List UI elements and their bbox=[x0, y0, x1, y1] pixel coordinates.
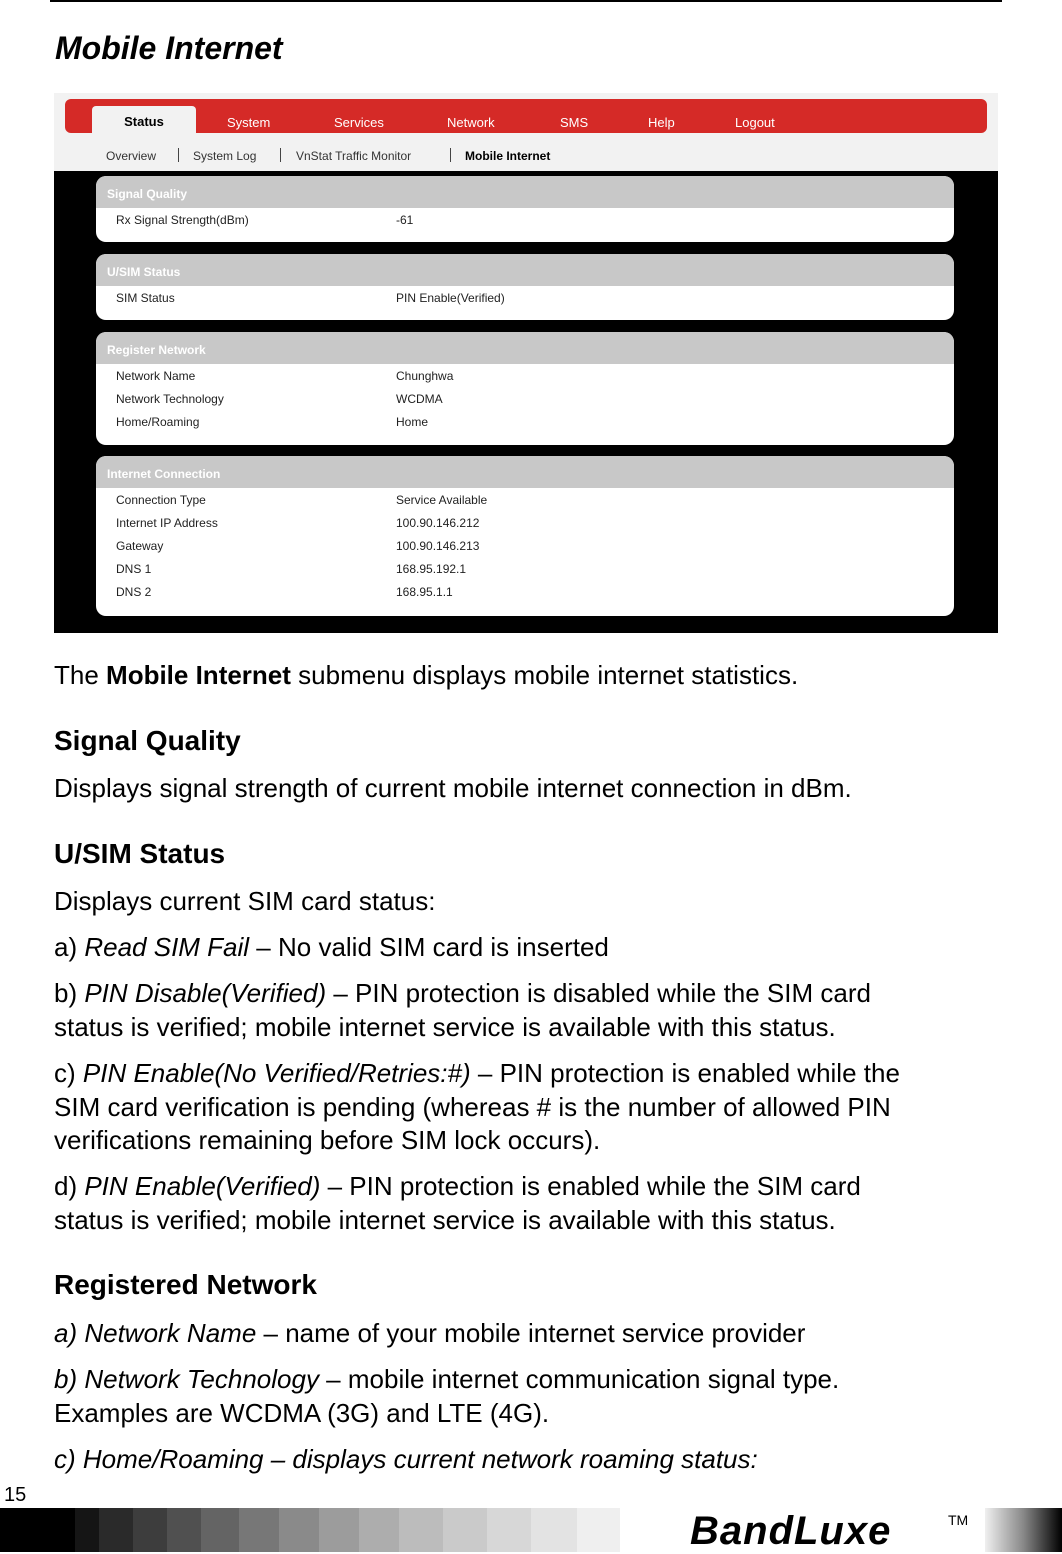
panel-row bbox=[96, 387, 954, 410]
router-ui-screenshot bbox=[54, 93, 998, 633]
page-number: 15 bbox=[4, 1484, 27, 1506]
panel-row bbox=[96, 410, 954, 433]
page-title: Mobile Internet bbox=[55, 30, 283, 66]
row-value: 100.90.146.213 bbox=[396, 539, 480, 553]
panel-title: Register Network bbox=[96, 332, 954, 364]
tab-status[interactable]: Status bbox=[92, 106, 196, 133]
usim-item-b-line2: status is verified; mobile internet service is available with this status. bbox=[54, 1012, 836, 1042]
usim-description: Displays current SIM card status: bbox=[54, 886, 436, 916]
row-label: Network Technology bbox=[116, 392, 224, 406]
top-rule bbox=[50, 0, 1002, 2]
registered-item-b: b) Network Technology – mobile internet communication signal type. bbox=[54, 1364, 840, 1394]
panel-title: Internet Connection bbox=[96, 456, 954, 488]
subtab-system-log[interactable]: System Log bbox=[193, 149, 257, 163]
bandluxe-logo: BandLuxe bbox=[690, 1509, 892, 1553]
usim-item-c-line2: SIM card verification is pending (whereas # is the number of allowed PIN bbox=[54, 1092, 891, 1122]
tab-help[interactable]: Help bbox=[648, 115, 675, 130]
usim-item-d-line2: status is verified; mobile internet service is available with this status. bbox=[54, 1205, 836, 1235]
row-value: PIN Enable(Verified) bbox=[396, 291, 505, 305]
usim-item-a: a) Read SIM Fail – No valid SIM card is inserted bbox=[54, 932, 609, 962]
heading-usim-status: U/SIM Status bbox=[54, 838, 226, 869]
footer-gradient-bar bbox=[0, 1508, 620, 1552]
panel-row bbox=[96, 364, 954, 387]
usim-item-d: d) PIN Enable(Verified) – PIN protection is enabled while the SIM card bbox=[54, 1171, 861, 1201]
row-value: 168.95.1.1 bbox=[396, 585, 453, 599]
panel-signal-quality bbox=[96, 176, 954, 242]
subtab-overview[interactable]: Overview bbox=[106, 149, 157, 163]
intro-paragraph: The Mobile Internet submenu displays mobile internet statistics. bbox=[54, 660, 799, 690]
row-label: Gateway bbox=[116, 539, 164, 553]
router-header bbox=[54, 93, 998, 171]
subtab-mobile-internet[interactable]: Mobile Internet bbox=[465, 149, 551, 163]
panel-row bbox=[96, 580, 954, 603]
signal-description: Displays signal strength of current mobile internet connection in dBm. bbox=[54, 773, 852, 803]
subnav-divider bbox=[178, 148, 179, 162]
panel-row bbox=[96, 286, 954, 309]
panel-title: Signal Quality bbox=[96, 176, 954, 208]
registered-item-c: c) Home/Roaming – displays current network roaming status: bbox=[54, 1444, 758, 1474]
panel-row bbox=[96, 534, 954, 557]
heading-registered-network: Registered Network bbox=[54, 1269, 317, 1300]
usim-item-c: c) PIN Enable(No Verified/Retries:#) – PIN protection is enabled while the bbox=[54, 1058, 900, 1088]
tab-sms[interactable]: SMS bbox=[560, 115, 589, 130]
row-label: Home/Roaming bbox=[116, 415, 200, 429]
subnav-divider bbox=[450, 148, 451, 162]
row-label: Connection Type bbox=[116, 493, 206, 507]
row-value: Home bbox=[396, 415, 429, 429]
usim-item-c-line3: verifications remaining before SIM lock occurs). bbox=[54, 1125, 601, 1155]
panel-usim-status bbox=[96, 254, 954, 320]
row-value: Service Available bbox=[396, 493, 488, 507]
panel-row bbox=[96, 557, 954, 580]
panel-title: U/SIM Status bbox=[96, 254, 954, 286]
tab-services[interactable]: Services bbox=[334, 115, 384, 130]
row-label: DNS 1 bbox=[116, 562, 152, 576]
usim-item-b: b) PIN Disable(Verified) – PIN protection is disabled while the SIM card bbox=[54, 978, 871, 1008]
trademark-symbol: TM bbox=[948, 1512, 969, 1528]
row-label: Internet IP Address bbox=[116, 516, 218, 530]
panel-register-network bbox=[96, 332, 954, 445]
row-value: 168.95.192.1 bbox=[396, 562, 467, 576]
registered-item-a: a) Network Name – name of your mobile internet service provider bbox=[54, 1318, 806, 1348]
panel-row bbox=[96, 208, 954, 231]
row-value: WCDMA bbox=[396, 392, 443, 406]
row-value: -61 bbox=[396, 213, 414, 227]
row-value: Chunghwa bbox=[396, 369, 454, 383]
heading-signal-quality: Signal Quality bbox=[54, 725, 241, 756]
tab-system[interactable]: System bbox=[227, 115, 271, 130]
tab-network[interactable]: Network bbox=[447, 115, 495, 130]
footer-gradient-right bbox=[985, 1508, 1062, 1552]
row-label: Rx Signal Strength(dBm) bbox=[116, 213, 249, 227]
row-label: SIM Status bbox=[116, 291, 175, 305]
row-value: 100.90.146.212 bbox=[396, 516, 480, 530]
subtab-vnstat[interactable]: VnStat Traffic Monitor bbox=[296, 149, 412, 163]
tab-logout[interactable]: Logout bbox=[735, 115, 775, 130]
row-label: DNS 2 bbox=[116, 585, 152, 599]
panel-row bbox=[96, 488, 954, 511]
row-label: Network Name bbox=[116, 369, 196, 383]
panel-internet-connection bbox=[96, 456, 954, 616]
main-nav-bar bbox=[65, 99, 987, 133]
registered-item-b-line2: Examples are WCDMA (3G) and LTE (4G). bbox=[54, 1398, 550, 1428]
panel-row bbox=[96, 511, 954, 534]
subnav-divider bbox=[280, 148, 281, 162]
